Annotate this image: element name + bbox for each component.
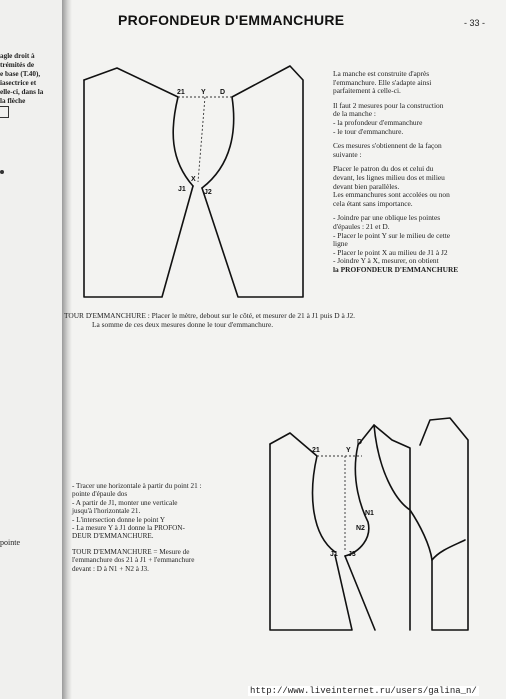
line-y-x	[198, 97, 205, 182]
tour-emmanchure-text	[64, 311, 494, 329]
text-line: - L'intersection donne le point Y	[72, 515, 166, 524]
instructions-text	[333, 70, 493, 280]
label-j3: J3	[348, 551, 356, 558]
text-line: Il faut 2 mesures pour la construction	[333, 100, 444, 110]
text-line: Placer le patron du dos et celui du	[333, 164, 434, 174]
text-line: TOUR D'EMMANCHURE = Mesure de	[72, 547, 190, 556]
text-line: - Joindre Y à X, mesurer, on obtient	[333, 256, 439, 266]
paragraph	[333, 142, 493, 159]
tour-line-2: La somme de ces deux mesures donne le tour d'emmanchure.	[92, 320, 274, 329]
text-line: suivante :	[333, 149, 362, 159]
page-title: PROFONDEUR D'EMMANCHURE	[118, 12, 345, 28]
back-shoulder-line-2	[270, 433, 317, 456]
label-j2: J2	[204, 189, 212, 196]
page-number: - 33 -	[464, 18, 486, 28]
text-line: - Placer le point X au milieu de J1 à J2	[333, 247, 448, 257]
front-armhole-curve	[202, 97, 234, 188]
label-21: 21	[177, 89, 185, 96]
source-url-watermark: http://www.liveinternet.ru/users/galina_n/	[250, 686, 477, 696]
left-margin-bottom-word: pointe	[0, 538, 20, 547]
label-d-bottom: D	[357, 439, 363, 446]
text-line: devant : D à N1 + N2 à J3.	[72, 564, 149, 573]
label-x: X	[191, 176, 196, 183]
back-bodice-outline	[84, 80, 193, 297]
text-line: jusqu'à l'horizontale 21.	[72, 507, 141, 516]
label-j1-bottom: J1	[330, 551, 338, 558]
left-margin-line: elle-ci, dans la	[0, 88, 44, 96]
text-line: de la manche :	[333, 109, 376, 119]
bottom-pattern-diagram	[270, 418, 468, 630]
front-bodice-outline-2	[358, 425, 410, 630]
paragraph	[333, 165, 493, 208]
text-line: - la profondeur d'emmanchure	[333, 117, 423, 127]
front-panel-right	[420, 418, 468, 630]
paragraph	[333, 214, 493, 274]
text-line: Les emmanchures sont accolées ou non	[333, 190, 450, 200]
text-line: devant, les lignes milieu dos et milieu	[333, 172, 445, 182]
spacer	[72, 541, 242, 548]
text-line: l'emmanchure dos 21 à J1 + l'emmanchure	[72, 556, 195, 565]
text-line: devant bien parallèles.	[333, 181, 400, 191]
front-bodice-outline	[202, 66, 303, 297]
left-margin-line: e base (T.40),	[0, 70, 41, 78]
back-armhole-curve	[173, 97, 193, 186]
tour-line-1: TOUR D'EMMANCHURE : Placer le mètre, debout sur le côté, et mesurer de 21 à J1 puis D à J2.	[64, 311, 356, 320]
text-line: parfaitement à celle-ci.	[333, 86, 401, 96]
left-margin-line: agle droit à	[0, 52, 35, 60]
label-j1: J1	[178, 186, 186, 193]
lower-instructions-text	[72, 482, 242, 573]
text-line: - Tracer une horizontale à partir du point 21 :	[72, 482, 202, 490]
left-margin-line: la flèche	[0, 97, 26, 105]
left-margin-line: trémités de	[0, 61, 35, 69]
text-line: La manche est construite d'après	[333, 69, 430, 78]
back-shoulder-line	[84, 68, 178, 97]
back-armhole-curve-2	[313, 456, 335, 552]
front-armhole-right	[432, 540, 465, 560]
label-n1: N1	[365, 510, 374, 517]
text-line: ligne	[333, 239, 348, 249]
text-line: - le tour d'emmanchure.	[333, 126, 404, 136]
label-d: D	[220, 89, 226, 96]
left-margin-line: iasectrice et	[0, 79, 37, 87]
text-line: cela étant sans importance.	[333, 198, 413, 208]
text-line-bold: la PROFONDEUR D'EMMANCHURE	[333, 264, 459, 274]
text-line: - La mesure Y à J1 donne la PROFON-	[72, 524, 185, 533]
text-line: - Placer le point Y sur le milieu de cette	[333, 230, 451, 240]
text-line: l'emmanchure. Elle s'adapte ainsi	[333, 77, 432, 87]
label-y-bottom: Y	[346, 447, 351, 454]
back-bodice-outline-2	[270, 444, 352, 630]
text-line: pointe d'épaule dos	[72, 490, 128, 499]
text-line: - Joindre par une oblique les pointes	[333, 213, 441, 223]
label-y: Y	[201, 89, 206, 96]
front-armhole-curve-2	[345, 445, 369, 556]
text-line: Ces mesures s'obtiennent de la façon	[333, 141, 442, 151]
label-n2: N2	[356, 525, 365, 532]
paragraph	[333, 70, 493, 96]
text-line: - A partir de J1, monter une verticale	[72, 498, 178, 507]
text-line: d'épaules : 21 et D.	[333, 221, 390, 231]
top-construction-lines	[178, 97, 232, 182]
text-line: DEUR D'EMMANCHURE.	[72, 532, 154, 541]
label-21-bottom: 21	[312, 447, 320, 454]
paragraph	[333, 102, 493, 136]
